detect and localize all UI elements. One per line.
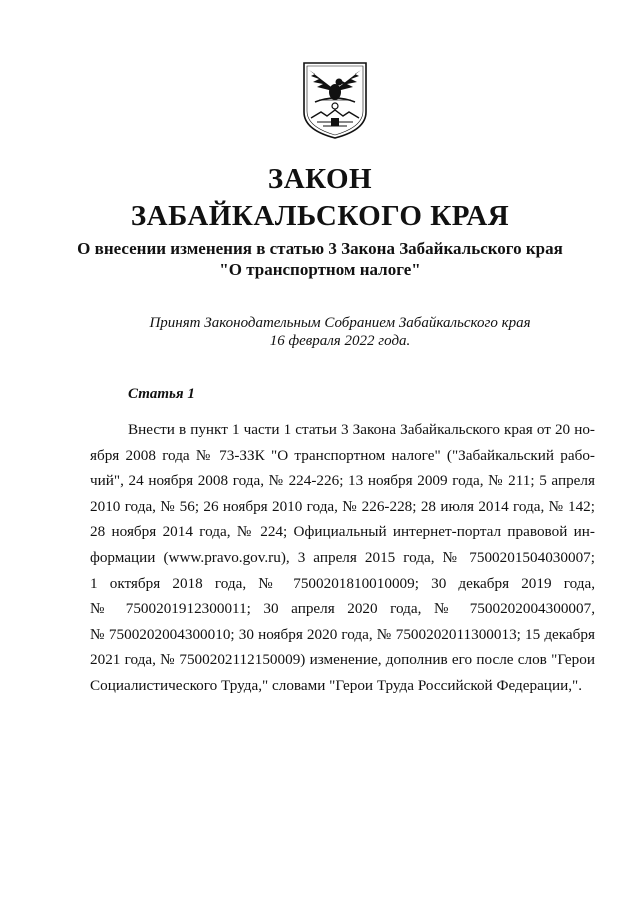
article-line: 1 октября 2018 года, № 7500201810010009; 30 декабря 2019 года, <box>90 574 595 592</box>
article-line: 2010 года, № 56; 26 ноября 2010 года, № 226-228; 28 июля 2014 года, № 142; <box>90 497 595 515</box>
article-line: ября 2008 года № 73-ЗЗК "О транспортном налоге" ("Забайкальский рабо- <box>90 446 595 464</box>
article-line: Социалистического Труда," словами "Герои Труда Российской Федерации,". <box>90 676 582 694</box>
article-line: формации (www.pravo.gov.ru), 3 апреля 2015 года, № 7500201504030007; <box>90 548 595 566</box>
law-title: ЗАКОН <box>267 163 373 195</box>
article-heading: Статья 1 <box>128 386 195 402</box>
coat-of-arms-icon <box>301 60 369 140</box>
law-region-title: ЗАБАЙКАЛЬСКОГО КРАЯ <box>130 200 510 232</box>
article-line: № 7500201912300011; 30 апреля 2020 года, № 7500202004300007, <box>90 600 595 618</box>
article-line: чий", 24 ноября 2008 года, № 224-226; 13 ноября 2009 года, № 211; 5 апреля <box>90 472 595 490</box>
article-line: Внести в пункт 1 части 1 статьи 3 Закона Забайкальского края от 20 но- <box>128 421 595 438</box>
law-subtitle-line-1: О внесении изменения в статью 3 Закона Забайкальского края <box>77 239 563 258</box>
law-subtitle-line-2: "О транспортном налоге" <box>219 260 421 279</box>
article-line: 2021 года, № 7500202112150009) изменение, дополнив его после слов "Герои <box>90 651 595 669</box>
adoption-note-line-1: Принят Законодательным Собранием Забайкальского края <box>149 315 531 331</box>
adoption-date: 16 февраля 2022 года. <box>269 333 411 349</box>
article-body <box>90 417 595 699</box>
article-line: № 7500202004300010; 30 ноября 2020 года, № 7500202011300013; 15 декабря <box>90 625 595 643</box>
article-line: 28 ноября 2014 года, № 224; Официальный интернет-портал правовой ин- <box>90 523 595 541</box>
